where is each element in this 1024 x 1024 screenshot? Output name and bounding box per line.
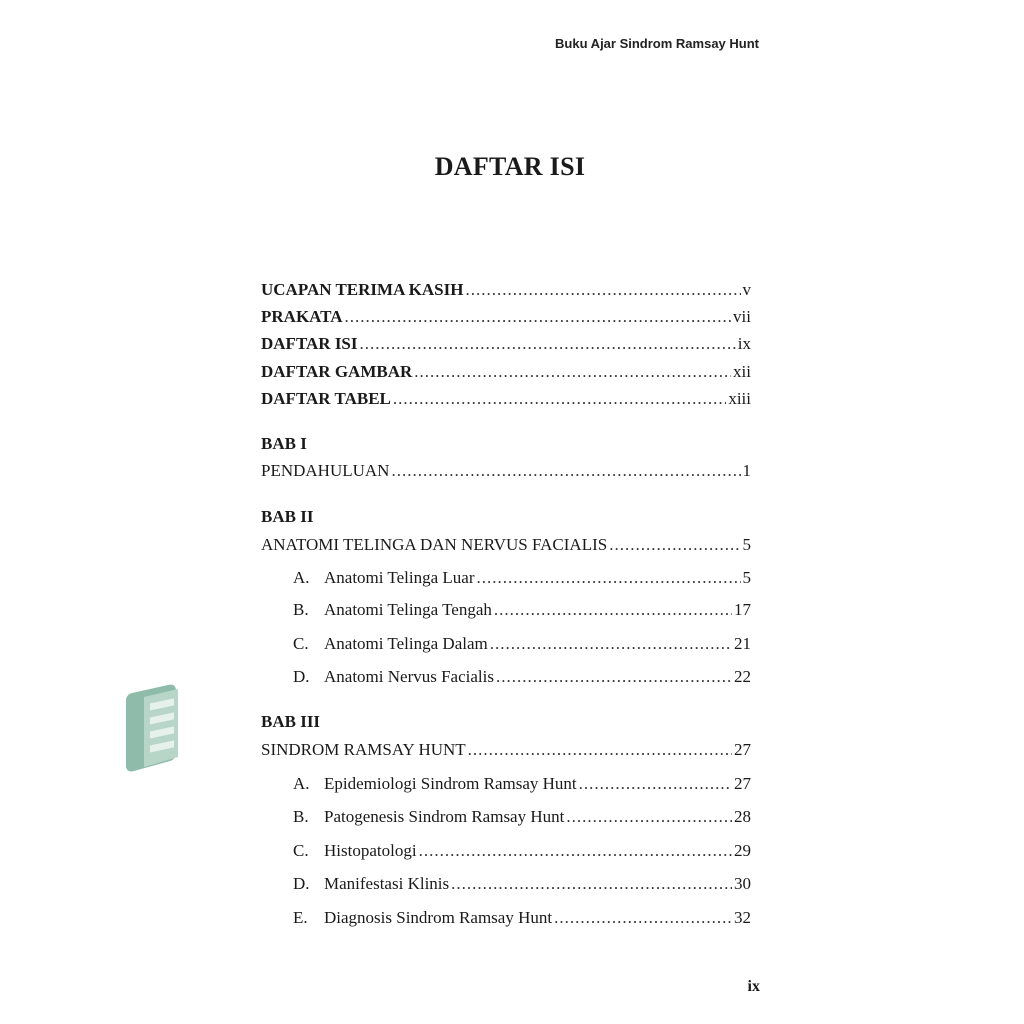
dot-leader — [345, 306, 732, 328]
section-letter: C. — [293, 634, 309, 653]
toc-entry-ucapan-terima-kasih[interactable] — [261, 279, 751, 301]
book-stack-icon — [124, 683, 180, 779]
toc-entry-page: ix — [737, 334, 751, 353]
toc-entry-label: Patogenesis Sindrom Ramsay Hunt — [324, 807, 565, 826]
running-head: Buku Ajar Sindrom Ramsay Hunt — [555, 36, 759, 51]
toc-entry-page: 29 — [734, 841, 751, 860]
toc-entry-page: v — [742, 280, 751, 299]
dot-leader — [496, 666, 732, 688]
dot-leader — [465, 279, 740, 301]
dot-leader — [490, 633, 732, 655]
section-letter: B. — [293, 807, 309, 826]
toc-entry-anatomi-telinga-tengah[interactable] — [293, 599, 751, 621]
toc-entry-label: Anatomi Telinga Dalam — [324, 634, 488, 653]
toc-entry-pendahuluan[interactable] — [261, 460, 751, 482]
toc-entry-label: SINDROM RAMSAY HUNT — [261, 740, 466, 759]
chapter-heading-bab-i: BAB I — [261, 434, 307, 453]
toc-entry-epidemiologi[interactable] — [293, 773, 751, 795]
chapter-heading-bab-ii: BAB II — [261, 507, 314, 526]
toc-entry-page: 5 — [742, 568, 751, 587]
toc-entry-anatomi-telinga-luar[interactable] — [293, 567, 751, 589]
toc-entry-page: 21 — [734, 634, 751, 653]
dot-leader — [494, 599, 732, 621]
toc-entry-anatomi-telinga-dalam[interactable] — [293, 633, 751, 655]
toc-entry-label: DAFTAR GAMBAR — [261, 362, 413, 381]
toc-entry-prakata[interactable] — [261, 306, 751, 328]
toc-entry-page: 1 — [742, 461, 751, 480]
toc-entry-anatomi-nervus-facialis[interactable] — [293, 666, 751, 688]
toc-entry-label: PENDAHULUAN — [261, 461, 390, 480]
section-letter: D. — [293, 667, 310, 686]
section-letter: A. — [293, 774, 310, 793]
toc-entry-sindrom-ramsay-hunt[interactable] — [261, 739, 751, 761]
toc-entry-label: Anatomi Nervus Facialis — [324, 667, 494, 686]
toc-entry-label: PRAKATA — [261, 307, 343, 326]
toc-entry-page: 17 — [734, 600, 751, 619]
toc-entry-manifestasi-klinis[interactable] — [293, 873, 751, 895]
toc-entry-page: xii — [733, 362, 751, 381]
toc-entry-page: 27 — [734, 774, 751, 793]
dot-leader — [609, 534, 740, 556]
toc-entry-label: ANATOMI TELINGA DAN NERVUS FACIALIS — [261, 535, 608, 554]
toc-entry-label: Diagnosis Sindrom Ramsay Hunt — [324, 908, 553, 927]
chapter-heading-bab-iii: BAB III — [261, 712, 321, 731]
toc-entry-label: UCAPAN TERIMA KASIH — [261, 280, 464, 299]
dot-leader — [391, 460, 740, 482]
toc-entry-label: Anatomi Telinga Luar — [324, 568, 475, 587]
dot-leader — [414, 361, 731, 383]
toc-entry-label: DAFTAR ISI — [261, 334, 358, 353]
dot-leader — [360, 333, 736, 355]
toc-entry-page: 22 — [734, 667, 751, 686]
dot-leader — [451, 873, 732, 895]
toc-entry-anatomi-telinga-dan-nervus-facialis[interactable] — [261, 534, 751, 556]
toc-entry-daftar-tabel[interactable] — [261, 388, 751, 410]
toc-entry-daftar-isi[interactable] — [261, 333, 751, 355]
dot-leader — [468, 739, 732, 761]
section-letter: C. — [293, 841, 309, 860]
toc-entry-label: Histopatologi — [324, 841, 417, 860]
dot-leader — [477, 567, 741, 589]
toc-entry-label: Manifestasi Klinis — [324, 874, 450, 893]
toc-entry-page: 30 — [734, 874, 751, 893]
toc-entry-page: 27 — [734, 740, 751, 759]
toc-entry-patogenesis[interactable] — [293, 806, 751, 828]
page-title: DAFTAR ISI — [434, 152, 586, 181]
toc-entry-page: 32 — [734, 908, 751, 927]
dot-leader — [566, 806, 732, 828]
toc-entry-page: 28 — [734, 807, 751, 826]
toc-entry-page: vii — [733, 307, 751, 326]
dot-leader — [579, 773, 732, 795]
dot-leader — [393, 388, 726, 410]
toc-entry-label: Anatomi Telinga Tengah — [324, 600, 492, 619]
section-letter: D. — [293, 874, 310, 893]
toc-entry-label: Epidemiologi Sindrom Ramsay Hunt — [324, 774, 577, 793]
section-letter: A. — [293, 568, 310, 587]
toc-entry-label: DAFTAR TABEL — [261, 389, 391, 408]
toc-entry-diagnosis[interactable] — [293, 907, 751, 929]
toc-entry-page: xiii — [728, 389, 751, 408]
toc-entry-page: 5 — [742, 535, 751, 554]
dot-leader — [419, 840, 732, 862]
section-letter: E. — [293, 908, 308, 927]
toc-entry-daftar-gambar[interactable] — [261, 361, 751, 383]
toc-entry-histopatologi[interactable] — [293, 840, 751, 862]
dot-leader — [554, 907, 732, 929]
page-number: ix — [747, 978, 760, 995]
section-letter: B. — [293, 600, 309, 619]
